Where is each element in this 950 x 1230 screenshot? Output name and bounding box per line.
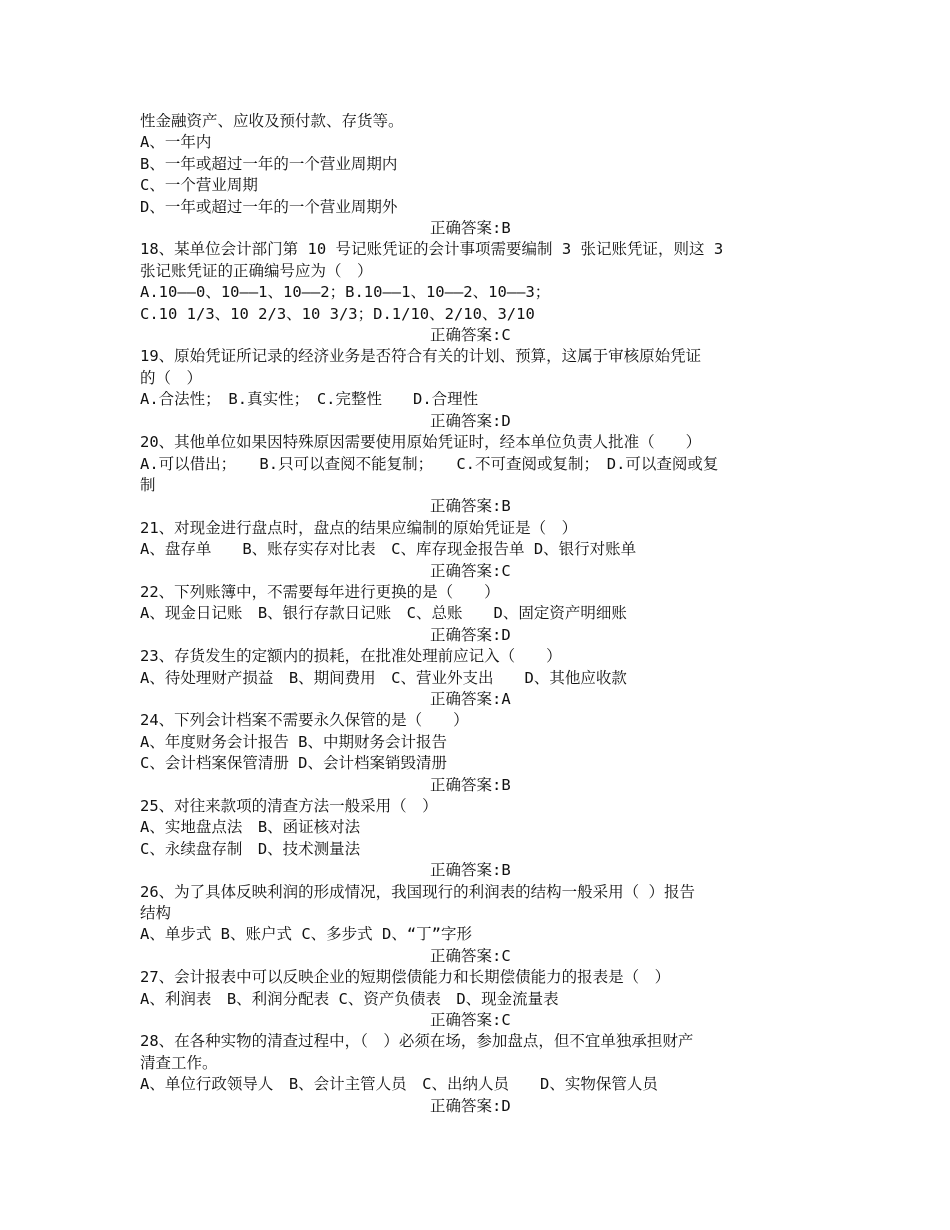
text-line: C.10 1/3、10 2/3、10 3/3；D.1/10、2/10、3/10 <box>140 304 535 323</box>
text-line: 19、原始凭证所记录的经济业务是否符合有关的计划、预算，这属于审核原始凭证 <box>140 347 702 366</box>
answer-line: 正确答案:C <box>430 561 511 580</box>
text-line: 20、其他单位如果因特殊原因需要使用原始凭证时，经本单位负责人批准（ ） <box>140 433 702 452</box>
text-line: 25、对往来款项的清查方法一般采用（ ） <box>140 797 438 815</box>
text-line: C、永续盘存制 D、技术测量法 <box>140 839 361 858</box>
answer-line: 正确答案:D <box>430 625 511 644</box>
text-line: 制 <box>140 475 156 494</box>
text-line: A.可以借出； B.只可以查阅不能复制； C.不可查阅或复制； D.可以查阅或复 <box>140 454 719 473</box>
answer-line: 正确答案:B <box>430 861 511 880</box>
text-line: 24、下列会计档案不需要永久保管的是（ ） <box>140 711 469 730</box>
text-line: D、一年或超过一年的一个营业周期外 <box>140 197 398 216</box>
text-line: 21、对现金进行盘点时，盘点的结果应编制的原始凭证是（ ） <box>140 518 578 537</box>
answer-line: 正确答案:C <box>430 1011 511 1030</box>
text-line: 张记账凭证的正确编号应为（ ） <box>140 261 373 280</box>
text-line: A.合法性； B.真实性； C.完整性 D.合理性 <box>140 390 479 409</box>
text-line: A、利润表 B、利润分配表 C、资产负债表 D、现金流量表 <box>140 989 559 1008</box>
text-line: 23、存货发生的定额内的损耗，在批准处理前应记入（ ） <box>140 647 562 666</box>
answer-line: 正确答案:B <box>430 219 511 238</box>
text-line: A、单步式 B、账户式 C、多步式 D、“丁”字形 <box>140 925 472 944</box>
answer-line: 正确答案:C <box>430 326 511 345</box>
text-line: A、待处理财产损益 B、期间费用 C、营业外支出 D、其他应收款 <box>140 668 627 687</box>
answer-line: 正确答案:A <box>430 689 511 708</box>
text-line: 的（ ） <box>140 368 203 387</box>
answer-line: 正确答案:B <box>430 497 511 516</box>
text-line: 结构 <box>140 904 172 923</box>
text-line: C、会计档案保管清册 D、会计档案销毁清册 <box>140 754 447 773</box>
answer-line: 正确答案:D <box>430 411 511 430</box>
text-line: B、一年或超过一年的一个营业周期内 <box>140 154 398 173</box>
text-line: 18、某单位会计部门第 10 号记账凭证的会计事项需要编制 3 张记账凭证，则这 3 <box>140 240 724 259</box>
text-line: A、实地盘点法 B、函证核对法 <box>140 818 361 837</box>
text-line: 22、下列账簿中，不需要每年进行更换的是（ ） <box>140 582 500 601</box>
text-line: A、年度财务会计报告 B、中期财务会计报告 <box>140 732 447 751</box>
text-line: 28、在各种实物的清查过程中，（ ）必须在场，参加盘点，但不宜单独承担财产 <box>140 1032 694 1051</box>
text-line: A、盘存单 B、账存实存对比表 C、库存现金报告单 D、银行对账单 <box>140 540 637 559</box>
text-line: A、一年内 <box>140 133 212 152</box>
text-line: 26、为了具体反映利润的形成情况，我国现行的利润表的结构一般采用（ ）报告 <box>140 882 695 901</box>
answer-line: 正确答案:D <box>430 1096 511 1115</box>
text-line: A.10——0、10——1、10——2；B.10——1、10——2、10——3； <box>140 283 551 302</box>
text-line: 性金融资产、应收及预付款、存货等。 <box>140 112 404 130</box>
text-line: 清查工作。 <box>140 1053 218 1072</box>
answer-line: 正确答案:B <box>430 775 511 794</box>
answer-line: 正确答案:C <box>430 946 511 965</box>
text-line: 27、会计报表中可以反映企业的短期偿债能力和长期偿债能力的报表是（ ） <box>140 968 671 987</box>
text-line: A、现金日记账 B、银行存款日记账 C、总账 D、固定资产明细账 <box>140 604 627 623</box>
text-line: A、单位行政领导人 B、会计主管人员 C、出纳人员 D、实物保管人员 <box>140 1075 658 1094</box>
document-page <box>140 111 820 1117</box>
text-line: C、一个营业周期 <box>140 176 258 195</box>
